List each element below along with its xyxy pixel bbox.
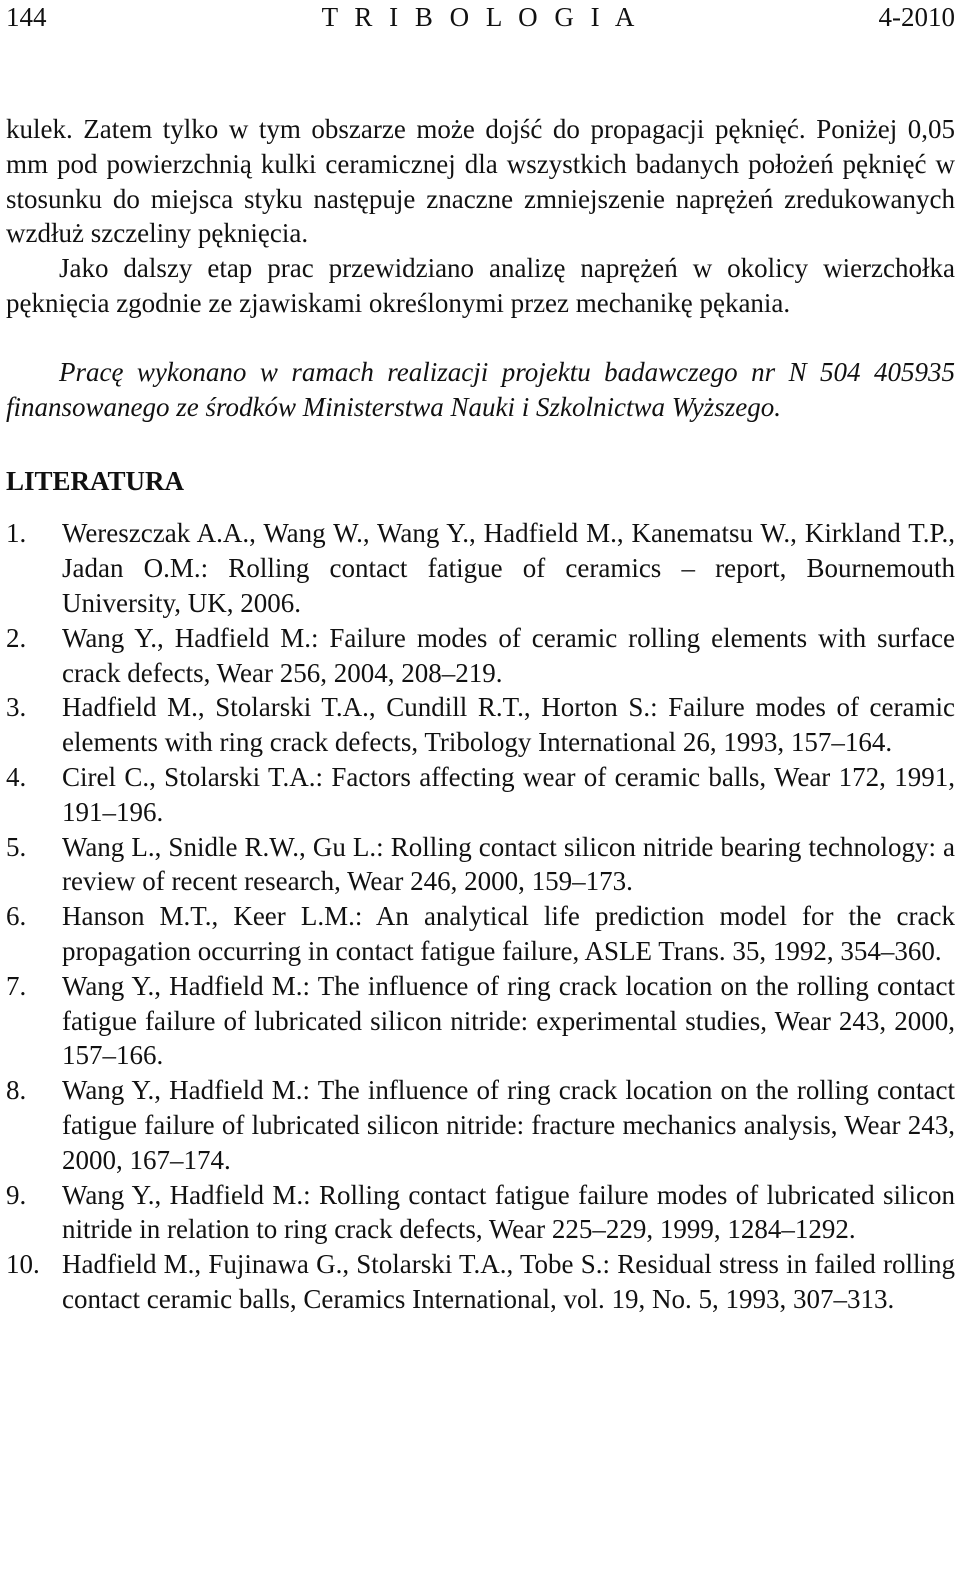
body-text: [6, 112, 955, 321]
reference-number: 8.: [6, 1075, 27, 1106]
running-header: [6, 0, 955, 36]
journal-title: T R I B O L O G I A: [321, 2, 640, 32]
reference-number: 7.: [6, 970, 27, 1001]
reference-text: Wang L., Snidle R.W., Gu L.: Rolling contact silicon nitride bearing technology: a review of recent research, Wear 246, 2000, 159–173.: [62, 831, 955, 897]
reference-text: Wereszczak A.A., Wang W., Wang Y., Hadfield M., Kanematsu W., Kirkland T.P., Jadan O.M.: Rolling contact fatigue of ceramics – report, Bournemouth University, UK, 2006.: [62, 518, 955, 618]
reference-text: Hadfield M., Fujinawa G., Stolarski T.A., Tobe S.: Residual stress in failed rolling contact ceramic balls, Ceramics International, vol. 19, No. 5, 1993, 307–313.: [62, 1249, 955, 1314]
reference-text: Wang Y., Hadfield M.: The influence of ring crack location on the rolling contact fatigue failure of lubricated silicon nitride: fracture mechanics analysis, Wear 243, 2000, 167–174.: [62, 1075, 955, 1175]
reference-item: [6, 1247, 955, 1317]
reference-number: 2.: [6, 622, 27, 653]
reference-item: [6, 760, 955, 830]
reference-text: Wang Y., Hadfield M.: The influence of ring crack location on the rolling contact fatigue failure of lubricated silicon nitride: experimental studies, Wear 243, 2000, 157–166.: [62, 970, 955, 1071]
reference-item: [6, 1073, 955, 1177]
document-page: [6, 0, 955, 1317]
reference-number: 6.: [6, 901, 27, 932]
reference-number: 5.: [6, 831, 27, 862]
reference-list: [6, 516, 955, 1316]
issue-number: 4-2010: [878, 2, 955, 32]
reference-item: [6, 830, 955, 900]
reference-item: [6, 969, 955, 1073]
reference-item: [6, 1178, 955, 1248]
body-paragraph: Jako dalszy etap prac przewidziano analizę naprężeń w okolicy wierzchołka pęknięcia zgodnie ze zjawiskami określonymi przez mechanikę pękania.: [6, 253, 955, 318]
section-heading: LITERATURA: [6, 466, 185, 497]
reference-item: [6, 621, 955, 691]
reference-number: 9.: [6, 1179, 27, 1210]
reference-item: [6, 516, 955, 620]
reference-text: Wang Y., Hadfield M.: Failure modes of ceramic rolling elements with surface crack defects, Wear 256, 2004, 208–219.: [62, 622, 955, 688]
reference-text: Cirel C., Stolarski T.A.: Factors affecting wear of ceramic balls, Wear 172, 1991, 191–196.: [62, 761, 955, 827]
reference-number: 10.: [6, 1249, 40, 1280]
reference-text: Hanson M.T., Keer L.M.: An analytical life prediction model for the crack propagation occurring in contact fatigue failure, ASLE Trans. 35, 1992, 354–360.: [62, 901, 955, 966]
reference-number: 1.: [6, 518, 27, 549]
acknowledgement: Pracę wykonano w ramach realizacji projektu badawczego nr N 504 405935 finansowanego ze środków Ministerstwa Nauki i Szkolnictwa Wyższego.: [6, 356, 955, 422]
reference-text: Wang Y., Hadfield M.: Rolling contact fatigue failure modes of lubricated silicon nitride in relation to ring crack defects, Wear 225–229, 1999, 1284–1292.: [62, 1179, 955, 1245]
page-number: 144: [6, 2, 47, 32]
reference-item: [6, 899, 955, 969]
reference-number: 4.: [6, 761, 27, 792]
reference-item: [6, 690, 955, 760]
reference-text: Hadfield M., Stolarski T.A., Cundill R.T., Horton S.: Failure modes of ceramic elements with ring crack defects, Tribology International 26, 1993, 157–164.: [62, 692, 955, 758]
body-paragraph: kulek. Zatem tylko w tym obszarze może dojść do propagacji pęknięć. Poniżej 0,05 mm pod powierzchnią kulki ceramicznej dla wszystkich badanych położeń pęknięć w stosunku do miejsca styku następuje znaczne zmniejszenie naprężeń zredukowanych wzdłuż szczeliny pęknięcia.: [6, 114, 955, 249]
reference-number: 3.: [6, 692, 27, 723]
